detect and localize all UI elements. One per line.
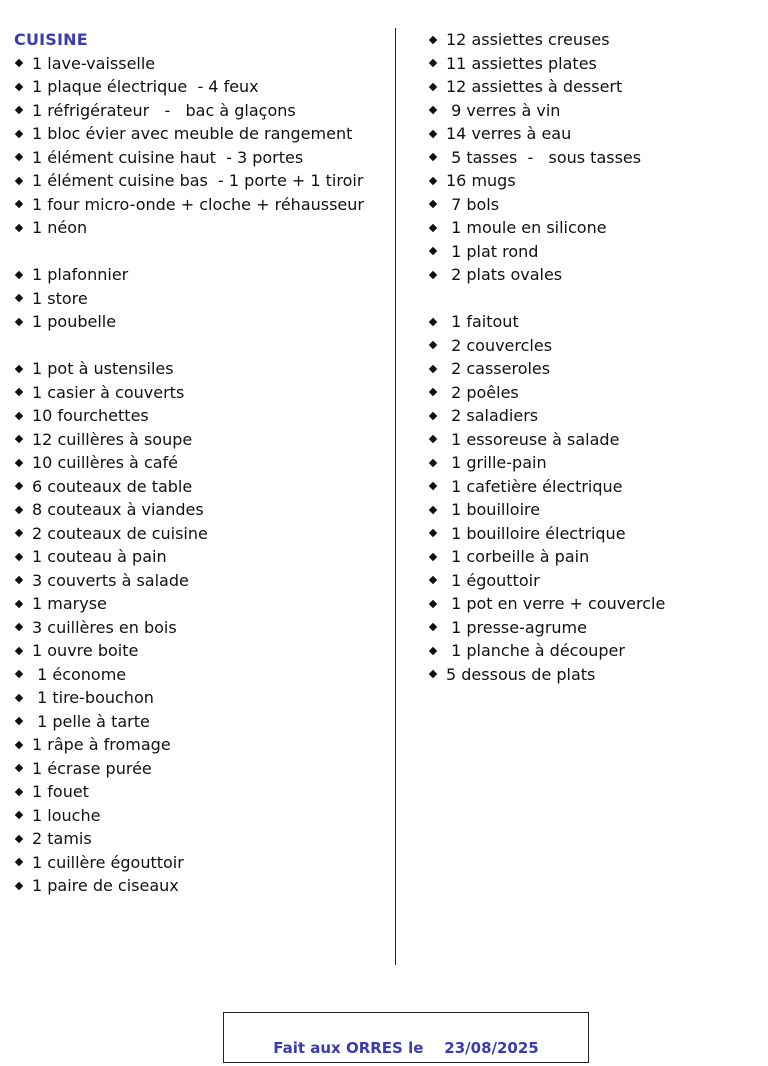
diamond-bullet-icon	[15, 764, 23, 772]
diamond-bullet-icon	[429, 247, 437, 255]
list-item-label: 1 tire-bouchon	[32, 688, 154, 707]
list-item-label: 11 assiettes plates	[446, 53, 597, 73]
diamond-bullet-icon	[429, 388, 437, 396]
diamond-bullet-icon	[15, 318, 23, 326]
list-item	[428, 569, 758, 593]
list-item-label: 1 casier à couverts	[32, 382, 185, 402]
list-item-label: 8 couteaux à viandes	[32, 500, 204, 519]
list-item	[14, 710, 384, 734]
list-item	[14, 357, 384, 381]
diamond-bullet-icon	[429, 553, 437, 561]
list-item	[14, 169, 384, 193]
list-item-label: 1 store	[32, 288, 88, 308]
diamond-bullet-icon	[429, 647, 437, 655]
list-item-label: 1 cuillère égouttoir	[32, 852, 184, 872]
list-item-label: 16 mugs	[446, 171, 516, 190]
list-item	[14, 381, 384, 405]
diamond-bullet-icon	[15, 271, 23, 279]
group-spacer	[428, 287, 758, 311]
diamond-bullet-icon	[15, 153, 23, 161]
list-item	[14, 310, 384, 334]
list-item	[14, 75, 384, 99]
list-item-label: 1 plat rond	[446, 241, 539, 261]
list-item-label: 1 grille-pain	[446, 453, 547, 472]
list-item	[14, 263, 384, 287]
right-column	[428, 28, 758, 686]
diamond-bullet-icon	[429, 600, 437, 608]
diamond-bullet-icon	[15, 529, 23, 537]
list-item-label: 1 paire de ciseaux	[32, 876, 179, 895]
list-item	[14, 52, 384, 76]
list-item	[14, 639, 384, 663]
list-item	[428, 498, 758, 522]
diamond-bullet-icon	[429, 506, 437, 514]
list-item-label: 1 égouttoir	[446, 570, 540, 590]
list-item	[428, 310, 758, 334]
list-item-label: 12 cuillères à soupe	[32, 429, 193, 449]
list-item	[428, 663, 758, 687]
list-item-label: 1 louche	[32, 805, 101, 825]
diamond-bullet-icon	[15, 647, 23, 655]
list-item	[428, 122, 758, 146]
list-item	[428, 146, 758, 170]
list-item-label: 2 tamis	[32, 829, 92, 848]
inventory-list-left	[14, 52, 384, 898]
list-item	[428, 451, 758, 475]
list-item-label: 1 corbeille à pain	[446, 547, 590, 566]
inventory-list-right	[428, 28, 758, 686]
diamond-bullet-icon	[429, 59, 437, 67]
list-item-label: 1 réfrigérateur - bac à glaçons	[32, 100, 296, 120]
list-item-label: 1 néon	[32, 218, 88, 237]
list-item	[14, 874, 384, 898]
list-item-label: 1 fouet	[32, 782, 89, 801]
list-item-label: 10 fourchettes	[32, 406, 149, 425]
diamond-bullet-icon	[429, 459, 437, 467]
list-item	[428, 240, 758, 264]
diamond-bullet-icon	[15, 294, 23, 302]
diamond-bullet-icon	[429, 623, 437, 631]
list-item	[428, 428, 758, 452]
diamond-bullet-icon	[15, 553, 23, 561]
list-item-label: 1 lave-vaisselle	[32, 53, 156, 73]
list-item	[14, 146, 384, 170]
list-item	[428, 28, 758, 52]
list-item-label: 2 saladiers	[446, 406, 539, 425]
diamond-bullet-icon	[15, 788, 23, 796]
list-item	[14, 287, 384, 311]
list-item-label: 1 moule en silicone	[446, 218, 607, 237]
list-item-label: 10 cuillères à café	[32, 453, 179, 472]
list-item	[14, 569, 384, 593]
left-column	[14, 28, 384, 898]
signature-box	[223, 1012, 589, 1063]
list-item	[14, 99, 384, 123]
signature-date-text: Fait aux ORRES le 23/08/2025	[273, 1039, 539, 1057]
list-item	[14, 404, 384, 428]
group-spacer	[14, 334, 384, 358]
list-item	[14, 522, 384, 546]
list-item	[14, 757, 384, 781]
list-item	[428, 404, 758, 428]
column-divider	[395, 28, 396, 965]
list-item-label: 1 pot à ustensiles	[32, 359, 174, 378]
diamond-bullet-icon	[429, 271, 437, 279]
diamond-bullet-icon	[15, 576, 23, 584]
diamond-bullet-icon	[15, 83, 23, 91]
diamond-bullet-icon	[429, 482, 437, 490]
list-item	[428, 75, 758, 99]
diamond-bullet-icon	[15, 717, 23, 725]
list-item	[14, 780, 384, 804]
list-item	[428, 475, 758, 499]
list-item	[14, 475, 384, 499]
diamond-bullet-icon	[15, 882, 23, 890]
list-item-label: 1 bloc évier avec meuble de rangement	[32, 124, 353, 143]
list-item-label: 5 dessous de plats	[446, 664, 596, 684]
list-item	[14, 451, 384, 475]
list-item	[14, 733, 384, 757]
list-item-label: 1 élément cuisine haut - 3 portes	[32, 147, 304, 167]
list-item	[14, 827, 384, 851]
list-item	[428, 334, 758, 358]
list-item	[14, 804, 384, 828]
diamond-bullet-icon	[429, 576, 437, 584]
diamond-bullet-icon	[15, 694, 23, 702]
diamond-bullet-icon	[429, 318, 437, 326]
list-item-label: 12 assiettes creuses	[446, 30, 610, 49]
diamond-bullet-icon	[15, 177, 23, 185]
diamond-bullet-icon	[429, 529, 437, 537]
list-item	[14, 592, 384, 616]
list-item	[14, 851, 384, 875]
diamond-bullet-icon	[429, 36, 437, 44]
diamond-bullet-icon	[429, 106, 437, 114]
diamond-bullet-icon	[15, 459, 23, 467]
diamond-bullet-icon	[429, 177, 437, 185]
diamond-bullet-icon	[429, 224, 437, 232]
diamond-bullet-icon	[15, 130, 23, 138]
list-item	[428, 193, 758, 217]
diamond-bullet-icon	[15, 106, 23, 114]
list-item	[428, 522, 758, 546]
diamond-bullet-icon	[15, 623, 23, 631]
list-item-label: 7 bols	[446, 194, 500, 214]
list-item-label: 1 pelle à tarte	[32, 711, 150, 731]
diamond-bullet-icon	[15, 482, 23, 490]
list-item	[428, 216, 758, 240]
list-item	[428, 616, 758, 640]
group-spacer	[14, 240, 384, 264]
list-item	[14, 545, 384, 569]
list-item	[428, 99, 758, 123]
list-item-label: 1 plafonnier	[32, 265, 129, 284]
list-item	[14, 616, 384, 640]
list-item	[14, 663, 384, 687]
diamond-bullet-icon	[15, 365, 23, 373]
diamond-bullet-icon	[15, 835, 23, 843]
list-item-label: 3 couverts à salade	[32, 570, 189, 590]
list-item-label: 1 élément cuisine bas - 1 porte + 1 tiroir	[32, 171, 364, 190]
diamond-bullet-icon	[15, 435, 23, 443]
diamond-bullet-icon	[15, 200, 23, 208]
list-item-label: 2 poêles	[446, 382, 519, 402]
list-item	[14, 686, 384, 710]
list-item-label: 2 couvercles	[446, 335, 553, 355]
diamond-bullet-icon	[429, 200, 437, 208]
list-item-label: 14 verres à eau	[446, 124, 572, 143]
list-item-label: 1 couteau à pain	[32, 547, 167, 566]
list-item-label: 1 poubelle	[32, 312, 117, 331]
section-title: CUISINE	[14, 30, 88, 49]
list-item-label: 6 couteaux de table	[32, 476, 193, 496]
list-item	[14, 498, 384, 522]
list-item-label: 1 râpe à fromage	[32, 735, 171, 754]
list-item-label: 1 bouilloire	[446, 500, 541, 519]
list-item	[428, 52, 758, 76]
list-item	[428, 169, 758, 193]
list-item-label: 2 couteaux de cuisine	[32, 523, 208, 543]
list-item-label: 2 plats ovales	[446, 265, 563, 284]
list-item	[428, 357, 758, 381]
diamond-bullet-icon	[15, 670, 23, 678]
list-item-label: 1 essoreuse à salade	[446, 429, 620, 449]
diamond-bullet-icon	[15, 388, 23, 396]
list-item-label: 5 tasses - sous tasses	[446, 147, 642, 167]
list-item-label: 2 casseroles	[446, 359, 551, 378]
diamond-bullet-icon	[429, 130, 437, 138]
diamond-bullet-icon	[429, 365, 437, 373]
list-item-label: 1 économe	[32, 664, 127, 684]
list-item-label: 1 bouilloire électrique	[446, 523, 626, 543]
diamond-bullet-icon	[429, 412, 437, 420]
diamond-bullet-icon	[429, 341, 437, 349]
list-item	[428, 592, 758, 616]
list-item	[14, 122, 384, 146]
diamond-bullet-icon	[429, 670, 437, 678]
list-item	[14, 216, 384, 240]
diamond-bullet-icon	[15, 59, 23, 67]
diamond-bullet-icon	[15, 858, 23, 866]
list-item-label: 1 cafetière électrique	[446, 476, 623, 496]
list-item-label: 12 assiettes à dessert	[446, 77, 623, 96]
diamond-bullet-icon	[15, 412, 23, 420]
list-item-label: 1 maryse	[32, 594, 107, 613]
diamond-bullet-icon	[15, 600, 23, 608]
list-item-label: 1 four micro-onde + cloche + réhausseur	[32, 194, 364, 214]
list-item	[428, 639, 758, 663]
diamond-bullet-icon	[429, 83, 437, 91]
list-item-label: 3 cuillères en bois	[32, 617, 177, 637]
diamond-bullet-icon	[15, 741, 23, 749]
list-item-label: 1 presse-agrume	[446, 617, 587, 637]
list-item	[428, 545, 758, 569]
list-item	[428, 263, 758, 287]
list-item-label: 1 ouvre boite	[32, 641, 139, 660]
diamond-bullet-icon	[15, 224, 23, 232]
list-item-label: 9 verres à vin	[446, 100, 561, 120]
list-item-label: 1 plaque électrique - 4 feux	[32, 77, 259, 96]
list-item	[14, 193, 384, 217]
list-item-label: 1 pot en verre + couvercle	[446, 594, 666, 613]
list-item-label: 1 faitout	[446, 312, 519, 331]
list-item	[14, 428, 384, 452]
list-item	[428, 381, 758, 405]
diamond-bullet-icon	[15, 811, 23, 819]
diamond-bullet-icon	[429, 153, 437, 161]
diamond-bullet-icon	[15, 506, 23, 514]
list-item-label: 1 écrase purée	[32, 758, 152, 778]
list-item-label: 1 planche à découper	[446, 641, 625, 660]
diamond-bullet-icon	[429, 435, 437, 443]
